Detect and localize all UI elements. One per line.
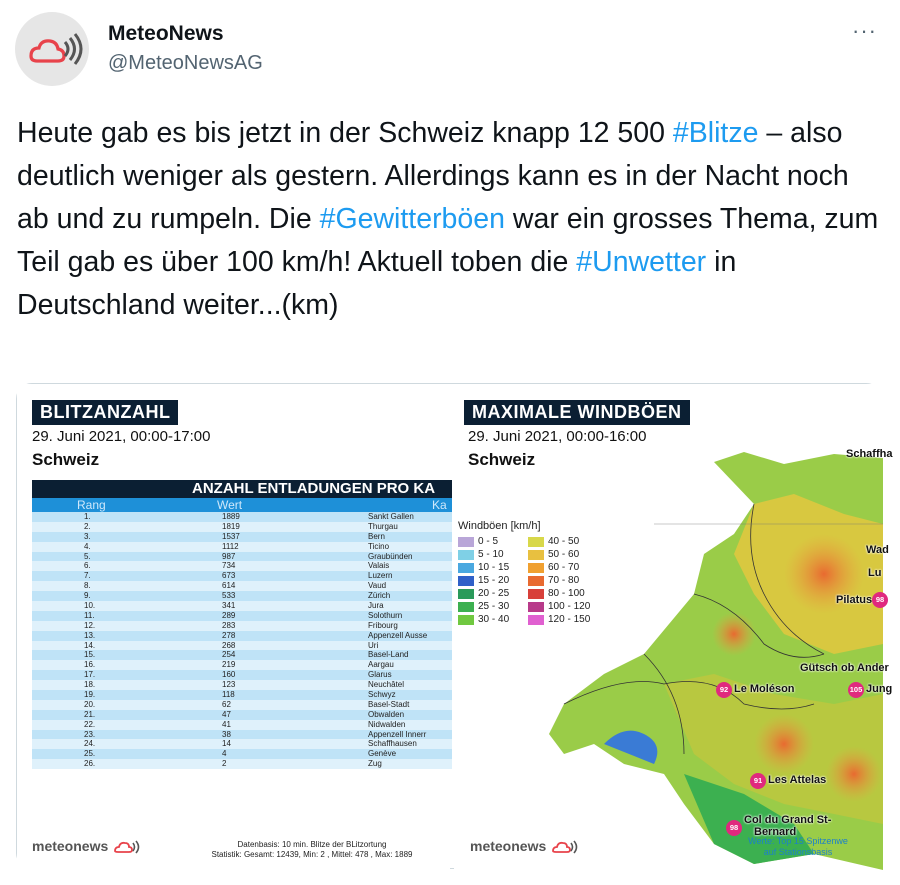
col-rank-header: Rang	[77, 498, 106, 512]
row-canton: Jura	[368, 601, 384, 611]
row-rank: 5.	[84, 551, 91, 561]
tweet-text-part: Heute gab es bis jetzt in der Schweiz knapp 12 500	[17, 117, 673, 149]
table-row	[32, 710, 452, 720]
map-hotspot	[826, 746, 882, 802]
panel-date: 29. Juni 2021, 00:00-17:00	[32, 428, 211, 445]
panel-title: BLITZANZAHL	[32, 400, 178, 425]
row-value: 614	[222, 581, 236, 591]
legend-item	[528, 575, 598, 586]
legend-swatch	[528, 576, 544, 586]
row-canton: Appenzell Ausse	[368, 630, 428, 640]
table-row	[32, 739, 452, 749]
legend-label: 25 - 30	[478, 601, 510, 612]
legend-label: 5 - 10	[478, 549, 504, 560]
legend-swatch	[528, 563, 544, 573]
map-hotspot	[754, 714, 814, 774]
station-badge: 98	[872, 592, 888, 608]
row-rank: 4.	[84, 541, 91, 551]
legend-swatch	[458, 576, 474, 586]
brand-logo	[470, 838, 580, 856]
row-canton: Bern	[368, 531, 385, 541]
lightning-count-image[interactable]	[17, 384, 450, 870]
row-value: 160	[222, 670, 236, 680]
legend-item	[458, 588, 528, 599]
row-value: 41	[222, 719, 231, 729]
row-canton: Genève	[368, 749, 397, 759]
table-row	[32, 522, 452, 532]
station-badge: 105	[848, 682, 864, 698]
row-rank: 12.	[84, 620, 96, 630]
row-canton: Sankt Gallen	[368, 512, 414, 521]
legend-item	[458, 601, 528, 612]
col-name-header: Ka	[432, 498, 447, 512]
row-canton: Graubünden	[368, 551, 413, 561]
display-name[interactable]: MeteoNews	[108, 22, 224, 45]
map-label-bernard: Bernard	[754, 826, 797, 838]
legend-label: 80 - 100	[548, 588, 585, 599]
row-canton: Luzern	[368, 571, 393, 581]
legend-label: 70 - 80	[548, 575, 580, 586]
table-row	[32, 591, 452, 601]
table-row	[32, 670, 452, 680]
table-row	[32, 631, 452, 641]
row-rank: 1.	[84, 512, 91, 521]
row-value: 14	[222, 739, 231, 749]
row-canton: Glarus	[368, 670, 392, 680]
row-canton: Zug	[368, 759, 382, 769]
legend-label: 20 - 25	[478, 588, 510, 599]
row-rank: 15.	[84, 650, 96, 660]
hashtag-link[interactable]: #Blitze	[672, 117, 759, 149]
row-value: 283	[222, 620, 236, 630]
tweet-text-part: – also deutlich weniger als gestern. Allerdings kann es in der Nacht noch ab und zu rumpeln. Die	[17, 117, 849, 235]
cloud-icon	[112, 838, 142, 856]
footnote	[177, 840, 447, 860]
tweet-text-part: in Deutschland weiter...(km)	[17, 246, 737, 321]
row-value: 673	[222, 571, 236, 581]
row-value: 268	[222, 640, 236, 650]
legend-swatch	[458, 589, 474, 599]
more-options-icon[interactable]: ···	[852, 18, 877, 43]
legend-label: 100 - 120	[548, 601, 591, 612]
row-canton: Appenzell Innerr	[368, 729, 427, 739]
row-rank: 23.	[84, 729, 96, 739]
legend-swatch	[458, 615, 474, 625]
row-value: 289	[222, 610, 236, 620]
legend-label: 40 - 50	[548, 536, 580, 547]
row-value: 734	[222, 561, 236, 571]
row-rank: 8.	[84, 581, 91, 591]
row-canton: Zürich	[368, 591, 391, 601]
row-value: 219	[222, 660, 236, 670]
table-row	[32, 552, 452, 562]
table-row	[32, 700, 452, 710]
row-value: 62	[222, 699, 231, 709]
row-value: 4	[222, 749, 227, 759]
table-row	[32, 650, 452, 660]
legend-swatch	[458, 537, 474, 547]
legend-item	[528, 536, 598, 547]
tweet-text	[17, 112, 883, 327]
panel-region: Schweiz	[32, 450, 100, 469]
switzerland-map	[454, 444, 883, 870]
table-row	[32, 730, 452, 740]
legend-swatch	[528, 615, 544, 625]
hashtag-link[interactable]: #Gewitterböen	[319, 203, 505, 235]
row-canton: Valais	[368, 561, 390, 571]
map-label-jung: Jung	[866, 683, 893, 695]
map-label-grandst: Col du Grand St-	[744, 814, 832, 826]
row-value: 38	[222, 729, 231, 739]
table-title: ANZAHL ENTLADUNGEN PRO KA	[32, 480, 452, 498]
station-badge: 91	[750, 773, 766, 789]
row-value: 123	[222, 680, 236, 690]
legend-swatch	[458, 550, 474, 560]
legend-swatch	[528, 537, 544, 547]
legend-swatch	[458, 563, 474, 573]
table-row	[32, 660, 452, 670]
row-rank: 10.	[84, 601, 96, 611]
row-canton: Solothurn	[368, 610, 403, 620]
map-label-guetsch: Gütsch ob Ander	[800, 662, 889, 674]
row-canton: Vaud	[368, 581, 387, 591]
legend-item	[458, 562, 528, 573]
row-rank: 20.	[84, 699, 96, 709]
meteonews-logo-icon	[15, 12, 89, 86]
tweet-media[interactable]	[16, 383, 893, 869]
row-value: 1819	[222, 521, 240, 531]
brand-text: meteonews	[470, 838, 547, 854]
tweet-header	[15, 12, 885, 92]
legend-label: 10 - 15	[478, 562, 510, 573]
row-rank: 22.	[84, 719, 96, 729]
legend-item	[458, 549, 528, 560]
panel-date: 29. Juni 2021, 00:00-16:00	[468, 428, 647, 445]
legend-swatch	[528, 602, 544, 612]
wind-gusts-image[interactable]	[454, 384, 893, 870]
table-row	[32, 641, 452, 651]
row-rank: 9.	[84, 591, 91, 601]
table-row	[32, 581, 452, 591]
panel-region: Schweiz	[468, 450, 536, 469]
row-rank: 13.	[84, 630, 96, 640]
row-value: 533	[222, 591, 236, 601]
row-rank: 16.	[84, 660, 96, 670]
table-row	[32, 621, 452, 631]
row-canton: Uri	[368, 640, 379, 650]
row-rank: 11.	[84, 610, 95, 620]
row-rank: 26.	[84, 759, 96, 769]
row-rank: 14.	[84, 640, 96, 650]
row-canton: Schwyz	[368, 690, 396, 700]
row-canton: Basel-Land	[368, 650, 409, 660]
row-canton: Fribourg	[368, 620, 398, 630]
brand-text: meteonews	[32, 838, 109, 854]
row-value: 254	[222, 650, 236, 660]
row-rank: 21.	[84, 709, 96, 719]
legend-item	[528, 614, 598, 625]
panel-title: MAXIMALE WINDBÖEN	[464, 400, 690, 425]
footnote-line: Datenbasis: 10 min. Blitze der BLitzortung	[237, 840, 387, 849]
table-row	[32, 561, 452, 571]
map-label-attelas: Les Attelas	[768, 774, 827, 786]
hashtag-link[interactable]: #Unwetter	[576, 246, 707, 278]
legend-label: 30 - 40	[478, 614, 510, 625]
table-row	[32, 690, 452, 700]
row-value: 2	[222, 759, 227, 769]
legend-title: Windböen [km/h]	[458, 520, 541, 532]
legend-item	[458, 536, 528, 547]
table-row	[32, 512, 452, 522]
station-badge: 92	[716, 682, 732, 698]
map-label-lu: Lu	[868, 567, 882, 579]
legend-label: 0 - 5	[478, 536, 499, 547]
row-rank: 3.	[84, 531, 91, 541]
table-row	[32, 601, 452, 611]
row-rank: 17.	[84, 670, 96, 680]
avatar[interactable]	[15, 12, 89, 86]
legend-item	[458, 575, 528, 586]
col-value-header: Wert	[217, 498, 243, 512]
row-value: 118	[222, 690, 235, 700]
table-row	[32, 720, 452, 730]
row-value: 987	[222, 551, 236, 561]
legend-label: 120 - 150	[548, 614, 591, 625]
table-row	[32, 532, 452, 542]
legend-swatch	[528, 589, 544, 599]
legend-label: 50 - 60	[548, 549, 580, 560]
station-badge: 98	[726, 820, 742, 836]
row-value: 278	[222, 630, 236, 640]
legend-item	[528, 588, 598, 599]
legend-swatch	[528, 550, 544, 560]
footnote-line: Statistik: Gesamt: 12439, Min: 2 , Mittel: 478 , Max: 1889	[211, 850, 413, 859]
map-label-wad: Wad	[866, 544, 889, 556]
row-rank: 2.	[84, 521, 91, 531]
table-row	[32, 542, 452, 552]
legend-label: 60 - 70	[548, 562, 580, 573]
legend-swatch	[458, 602, 474, 612]
table-row	[32, 571, 452, 581]
row-rank: 24.	[84, 739, 96, 749]
table-row	[32, 749, 452, 759]
row-canton: Ticino	[368, 541, 390, 551]
row-value: 1537	[222, 531, 240, 541]
legend-label: 15 - 20	[478, 575, 510, 586]
legend-item	[528, 562, 598, 573]
map-note	[718, 836, 878, 858]
row-rank: 6.	[84, 561, 91, 571]
legend-item	[458, 614, 528, 625]
row-value: 1889	[222, 512, 240, 521]
table-row	[32, 759, 452, 769]
map-label-pilatus: Pilatus	[836, 594, 873, 606]
user-handle[interactable]: @MeteoNewsAG	[108, 52, 263, 74]
row-canton: Neuchâtel	[368, 680, 405, 690]
table-row	[32, 611, 452, 621]
row-canton: Obwalden	[368, 709, 405, 719]
map-label-schaffhausen: Schaffha	[846, 448, 893, 460]
row-rank: 7.	[84, 571, 91, 581]
map-label-moleson: Le Moléson	[734, 683, 795, 695]
table-body	[32, 512, 452, 769]
row-canton: Aargau	[368, 660, 394, 670]
map-note-line: Werte: Top 15 Spitzenwe	[748, 836, 848, 846]
table-header	[32, 498, 452, 512]
row-canton: Schaffhausen	[368, 739, 417, 749]
row-value: 341	[222, 601, 236, 611]
table-row	[32, 680, 452, 690]
row-value: 47	[222, 709, 231, 719]
cloud-icon	[550, 838, 580, 856]
row-rank: 18.	[84, 680, 96, 690]
row-rank: 19.	[84, 690, 96, 700]
row-value: 1112	[222, 541, 239, 551]
map-note-line: auf Stationsbasis	[763, 847, 833, 857]
row-canton: Basel-Stadt	[368, 699, 410, 709]
tweet-text-part: war ein grosses Thema, zum Teil gab es über 100 km/h! Aktuell toben die	[17, 203, 879, 278]
map-legend	[458, 520, 598, 625]
row-rank: 25.	[84, 749, 96, 759]
legend-item	[528, 601, 598, 612]
legend-grid	[458, 536, 598, 625]
brand-logo	[32, 838, 142, 856]
map-hotspot	[712, 612, 756, 656]
row-canton: Nidwalden	[368, 719, 406, 729]
legend-item	[528, 549, 598, 560]
row-canton: Thurgau	[368, 521, 398, 531]
